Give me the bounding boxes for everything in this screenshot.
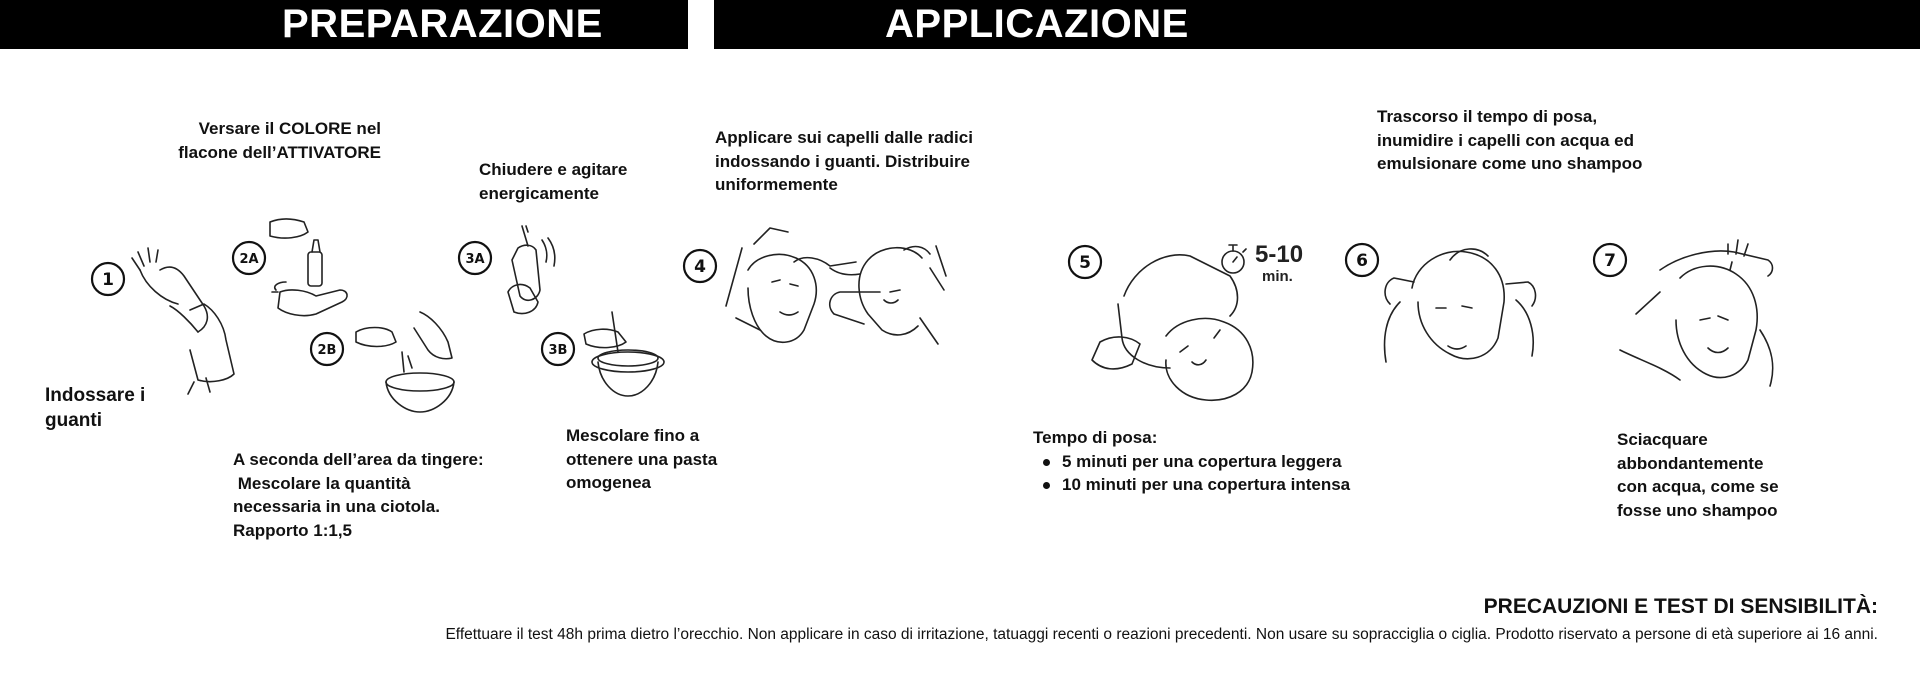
list-item: 10 minuti per una copertura intensa <box>1033 473 1350 497</box>
text-line: Sciacquare <box>1617 430 1708 449</box>
text-line: Mescolare fino a <box>566 426 700 445</box>
pour-bottle-icon <box>270 219 347 316</box>
preparation-title: PREPARAZIONE <box>282 2 603 46</box>
svg-text:4: 4 <box>694 257 706 277</box>
rinse-head-tilt-icon <box>1092 255 1253 400</box>
text-line: uniformemente <box>715 175 838 194</box>
step-7-number <box>1594 244 1626 276</box>
text-line: con acqua, come se <box>1617 477 1779 496</box>
text-line: Versare il COLORE nel <box>198 119 381 138</box>
stopwatch-icon <box>1222 245 1246 273</box>
gloves-icon <box>132 248 234 394</box>
shake-bottle-icon <box>508 226 555 314</box>
text-line: Rapporto 1:1,5 <box>233 520 353 540</box>
text-line: Indossare i <box>45 385 146 406</box>
text-line: fosse uno shampoo <box>1617 500 1778 520</box>
text-line: Applicare sui capelli dalle radici <box>715 128 973 147</box>
text-line: abbondantemente <box>1617 453 1764 473</box>
step-2b-number <box>311 333 343 365</box>
step-5-number <box>1069 246 1101 278</box>
timer-unit: min. <box>1262 268 1293 285</box>
posa-heading: Tempo di posa: <box>1033 428 1158 447</box>
svg-text:6: 6 <box>1356 251 1368 271</box>
text-line: omogenea <box>566 473 652 492</box>
step-3b-number <box>542 333 574 365</box>
text-line: energicamente <box>479 183 599 203</box>
svg-text:7: 7 <box>1604 251 1616 271</box>
precautions-text: Effettuare il test 48h prima dietro l’orecchio. Non applicare in caso di irritazione, tatuaggi recenti o reazioni precedenti. Non usare su sopracciglia o ciglia. Prodotto riservato a persone di età superiore ai 16 anni. <box>445 626 1878 643</box>
svg-text:3A: 3A <box>465 252 485 267</box>
timer-value: 5-10 <box>1255 241 1304 268</box>
mixing-bowl-icon <box>356 312 454 412</box>
text-line: Trascorso il tempo di posa, <box>1377 107 1598 126</box>
step-2a-number <box>233 242 265 274</box>
step-4-number <box>684 250 716 282</box>
text-line: necessaria in una ciotola. <box>233 497 440 516</box>
apply-hair-icon <box>726 228 946 344</box>
text-line: inumidire i capelli con acqua ed <box>1377 130 1634 150</box>
svg-text:5: 5 <box>1079 253 1091 273</box>
text-line: Mescolare la quantità <box>233 473 411 493</box>
step-1-number <box>92 263 124 295</box>
text-line: Chiudere e agitare <box>479 160 628 179</box>
step-6-number <box>1346 244 1378 276</box>
text-line: guanti <box>45 410 102 431</box>
precautions-title: PRECAUZIONI E TEST DI SENSIBILITÀ: <box>1483 595 1878 618</box>
text-line: indossando i guanti. Distribuire <box>715 151 971 171</box>
svg-text:2B: 2B <box>317 343 337 358</box>
text-line: ottenere una pasta <box>566 449 718 469</box>
step-3a-number <box>459 242 491 274</box>
svg-text:3B: 3B <box>548 343 568 358</box>
svg-text:2A: 2A <box>239 252 259 267</box>
list-item: 5 minuti per una copertura leggera <box>1033 450 1350 474</box>
application-title: APPLICAZIONE <box>885 2 1189 46</box>
svg-text:1: 1 <box>102 270 114 290</box>
whisk-bowl-icon <box>584 312 664 396</box>
rinse-water-icon <box>1620 240 1773 386</box>
text-line: flacone dell’ATTIVATORE <box>178 142 381 162</box>
rinse-hair-icon <box>1385 249 1536 362</box>
text-line: A seconda dell’area da tingere: <box>233 450 484 469</box>
text-line: emulsionare come uno shampoo <box>1377 154 1643 173</box>
